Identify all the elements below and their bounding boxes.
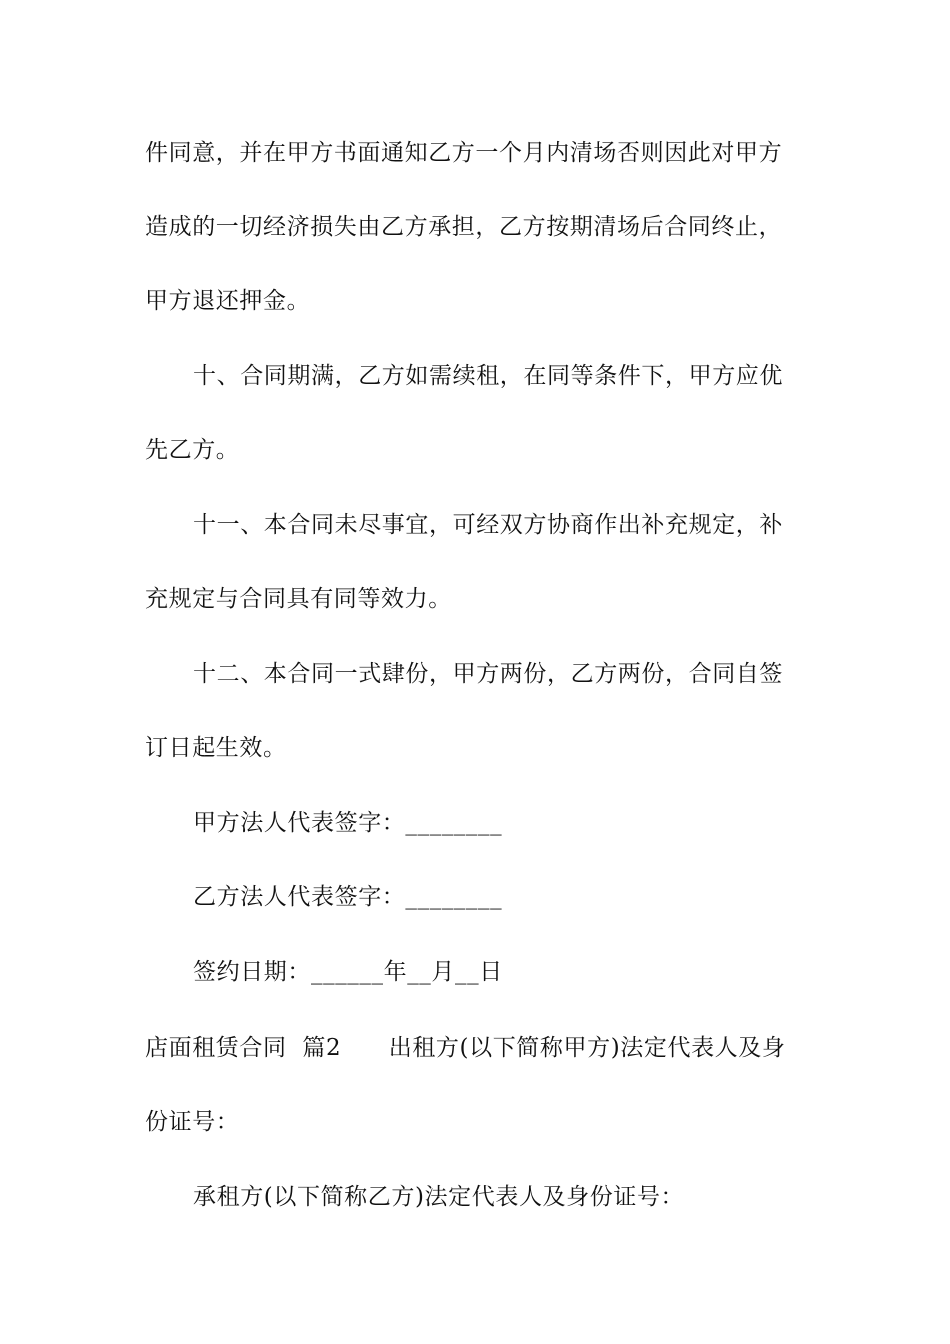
clause-10-line-2: 先乙方。 xyxy=(145,437,240,463)
text-line-3: 甲方退还押金。 xyxy=(145,288,311,314)
party-b-signature-line: 乙方法人代表签字：________ xyxy=(193,884,503,910)
clause-10-line-1: 十、合同期满，乙方如需续租，在同等条件下，甲方应优 xyxy=(193,363,783,389)
clause-11-line-2: 充规定与合同具有同等效力。 xyxy=(145,586,452,612)
clause-12-line-1: 十二、本合同一式肆份，甲方两份，乙方两份，合同自签 xyxy=(193,661,783,687)
lessor-id-line: 份证号： xyxy=(145,1109,240,1135)
clause-12-line-2: 订日起生效。 xyxy=(145,735,287,761)
party-a-signature-line: 甲方法人代表签字：________ xyxy=(193,810,503,836)
lessee-id-line: 承租方(以下简称乙方)法定代表人及身份证号： xyxy=(193,1184,685,1210)
text-line-2: 造成的一切经济损失由乙方承担，乙方按期清场后合同终止， xyxy=(145,214,783,240)
clause-11-line-1: 十一、本合同未尽事宜，可经双方协商作出补充规定，补 xyxy=(193,512,783,538)
text-line-1: 件同意，并在甲方书面通知乙方一个月内清场否则因此对甲方 xyxy=(145,140,783,166)
signing-date-line: 签约日期：______年__月__日 xyxy=(193,959,503,985)
section-2-heading-line: 店面租赁合同 篇2 出租方(以下简称甲方)法定代表人及身 xyxy=(145,1035,786,1061)
